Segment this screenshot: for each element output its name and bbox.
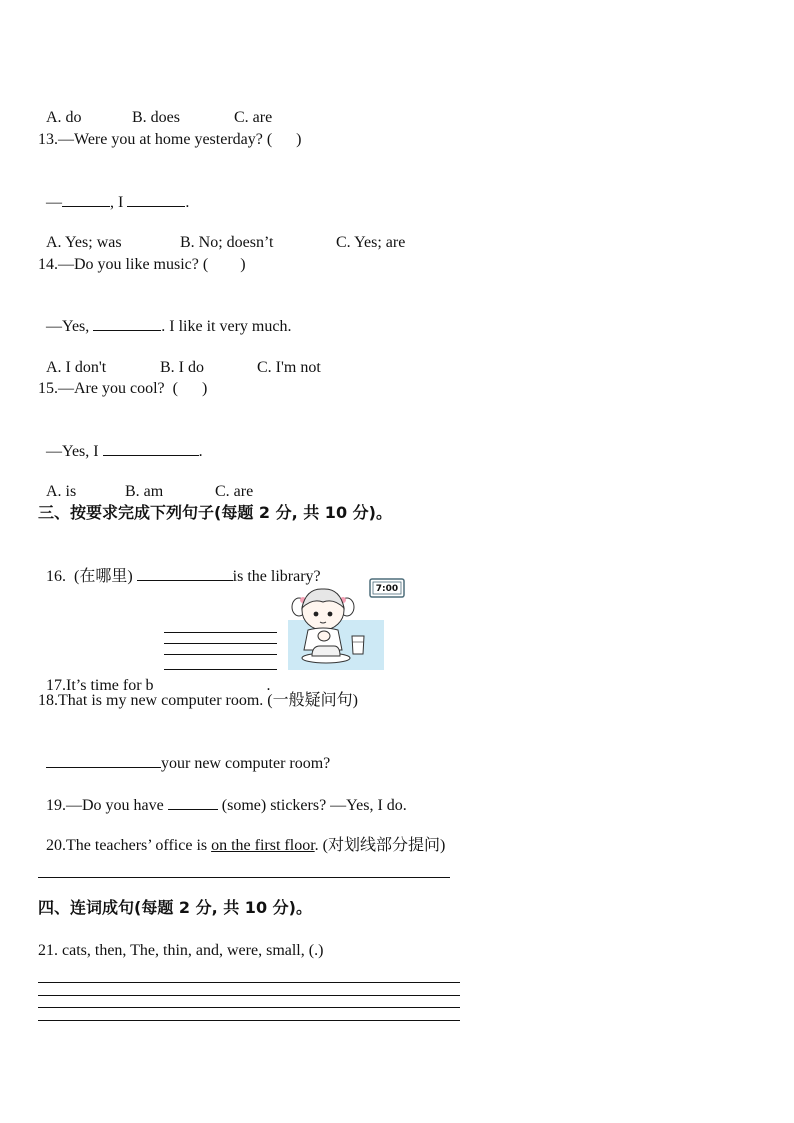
q14-end: . I like it very much. bbox=[161, 318, 292, 335]
q21-line-4[interactable] bbox=[38, 1020, 460, 1021]
q17-line-2[interactable] bbox=[164, 643, 277, 644]
clock-icon bbox=[370, 579, 404, 597]
q13-dash: — bbox=[46, 194, 62, 211]
q14-option-a: A. I don't bbox=[46, 359, 107, 376]
q16-prefix: 16. (在哪里) bbox=[46, 568, 137, 585]
q16-blank[interactable] bbox=[137, 566, 233, 581]
q18-answer-suffix: your new computer room? bbox=[161, 755, 331, 772]
q15-option-c: C. are bbox=[215, 483, 254, 500]
q20-answer-line[interactable] bbox=[38, 877, 450, 878]
q21-prompt: 21. cats, then, The, thin, and, were, small, (.) bbox=[38, 942, 324, 959]
q14-prompt: 14.—Do you like music? ( ) bbox=[38, 256, 246, 273]
q21-line-1[interactable] bbox=[38, 982, 460, 983]
q15-end: . bbox=[198, 443, 203, 460]
q13-response bbox=[38, 172, 189, 213]
q14-option-b: B. I do bbox=[160, 359, 204, 376]
q19-suffix: (some) stickers? —Yes, I do. bbox=[217, 797, 407, 814]
q12-options bbox=[38, 88, 272, 128]
q13-end: . bbox=[185, 194, 190, 211]
q13-mid: , I bbox=[110, 194, 128, 211]
q13-option-c: C. Yes; are bbox=[336, 234, 406, 251]
q17-line bbox=[38, 656, 271, 696]
q13-blank-2[interactable] bbox=[127, 192, 185, 207]
q17-text: 17.It’s time for b bbox=[46, 677, 154, 694]
q13-option-b: B. No; doesn’t bbox=[180, 234, 274, 251]
q17-line-3[interactable] bbox=[164, 654, 277, 655]
q17-end: . bbox=[266, 677, 271, 694]
q12-option-c: C. are bbox=[234, 109, 273, 126]
q15-option-b: B. am bbox=[125, 483, 164, 500]
q19-blank[interactable] bbox=[168, 795, 218, 810]
q13-prompt: 13.—Were you at home yesterday? ( ) bbox=[38, 131, 302, 148]
q15-options bbox=[38, 462, 253, 502]
q13-options bbox=[38, 213, 405, 253]
q16-suffix: is the library? bbox=[232, 568, 321, 585]
q14-option-c: C. I'm not bbox=[257, 359, 321, 376]
q15-prefix: —Yes, I bbox=[46, 443, 103, 460]
q14-options bbox=[38, 338, 321, 378]
q20-underlined-phrase: on the first floor bbox=[211, 837, 315, 854]
section4-title: 四、连词成句(每题 2 分, 共 10 分)。 bbox=[38, 898, 312, 917]
q18-answer bbox=[38, 733, 330, 774]
q20-suffix: . (对划线部分提问) bbox=[314, 837, 446, 854]
q19-prefix: 19.—Do you have bbox=[46, 797, 168, 814]
q12-option-a: A. do bbox=[46, 109, 82, 126]
q15-response bbox=[38, 421, 203, 462]
girl-eating-breakfast-illustration bbox=[288, 578, 406, 672]
q13-option-a: A. Yes; was bbox=[46, 234, 122, 251]
q16-line bbox=[38, 546, 321, 587]
q14-response bbox=[38, 296, 291, 337]
q18-blank[interactable] bbox=[46, 753, 161, 768]
q15-option-a: A. is bbox=[46, 483, 77, 500]
q14-prefix: —Yes, bbox=[46, 318, 94, 335]
section3-title: 三、按要求完成下列句子(每题 2 分, 共 10 分)。 bbox=[38, 503, 392, 522]
q15-blank[interactable] bbox=[103, 441, 199, 456]
q13-blank-1[interactable] bbox=[62, 192, 110, 207]
q12-option-b: B. does bbox=[132, 109, 180, 126]
q19-line bbox=[38, 775, 407, 816]
q17-line-1[interactable] bbox=[164, 632, 277, 633]
q20-prefix: 20.The teachers’ office is bbox=[46, 837, 212, 854]
clock-time: 7:00 bbox=[375, 584, 399, 594]
q15-prompt: 15.—Are you cool? ( ) bbox=[38, 380, 208, 397]
q18-prompt: 18.That is my new computer room. (一般疑问句) bbox=[38, 692, 358, 709]
q20-line bbox=[38, 816, 445, 856]
q14-blank[interactable] bbox=[93, 316, 161, 331]
q21-line-3[interactable] bbox=[38, 1007, 460, 1008]
q21-line-2[interactable] bbox=[38, 995, 460, 996]
